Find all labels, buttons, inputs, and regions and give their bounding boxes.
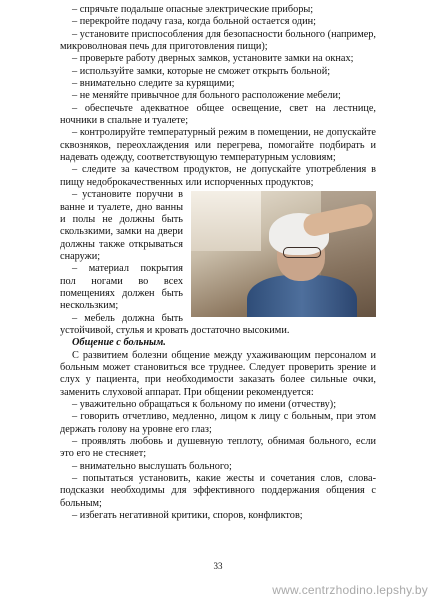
list-item: – перекройте подачу газа, когда больной остается один; [72, 16, 316, 28]
list-item: – обеспечьте адекватное общее освещение, свет на лестнице, ночники в спальне и туалете; [60, 102, 376, 127]
list-item: – проверьте работу дверных замков, установите замки на окнах; [72, 53, 354, 65]
list-item: – следите за качеством продуктов, не допускайте употребления в пищу недоброкачественных или испорченных продуктов; [60, 164, 376, 188]
section-heading: Общение с больным. [72, 337, 166, 349]
safety-list [60, 4, 376, 189]
list-item: – не меняйте привычное для больного расположение мебели; [72, 90, 341, 102]
list-item: – уважительно обращаться к больному по имени (отчеству); [72, 399, 337, 410]
caregiver-photo [191, 191, 376, 317]
wrap-block [60, 189, 376, 337]
list-item: – мебель должна быть устойчивой, стулья и кровать достаточно высокими. [60, 312, 290, 336]
list-item: – контролируйте температурный режим в помещении, не допускайте сквозняков, переохлаждения или перегрева, помогайте подбирать и надевать одежду, соответствующую температурным условиям; [60, 127, 376, 164]
section-intro: С развитием болезни общение между ухаживающим персоналом и больным может становиться все труднее. Следует проверить зрение и слух у пациента, при необходимости заказать более сильные очки, заменить слуховой аппарат. При общении рекомендуется: [60, 349, 376, 398]
communication-list [60, 399, 376, 522]
watermark: www.centrzhodino.lepshy.by [272, 583, 428, 597]
list-item: – говорить отчетливо, медленно, лицом к лицу с больным, при этом держать голову на уровне его глаз; [60, 411, 376, 435]
list-item: – избегать негативной критики, споров, конфликтов; [72, 510, 303, 522]
page-number: 33 [213, 561, 223, 571]
list-item: – внимательно выслушать больного; [72, 460, 232, 472]
list-item: – внимательно следите за курящими; [72, 78, 235, 90]
list-item: – установите поручни в ванне и туалете, дно ванны и полы не должны быть скользкими, замки на двери должны также открываться снаружи; [60, 189, 183, 262]
page-body [60, 4, 376, 522]
list-item: – попытаться установить, какие жесты и сочетания слов, слова-подсказки необходимы для эффективного поддержания общения с больным; [60, 473, 376, 509]
list-item: – проявлять любовь и душевную теплоту, обнимая больного, если это его не стесняет; [60, 436, 376, 460]
list-item: – материал покрытия пол ногами во всех помещениях должен быть нескользким; [60, 263, 183, 312]
list-item: – установите приспособления для безопасности больного (например, микроволновая печь для приготовления пищи); [60, 28, 376, 53]
list-item: – используйте замки, которые не сможет открыть больной; [72, 65, 331, 77]
list-item: – спрячьте подальше опасные электрические приборы; [72, 4, 314, 15]
